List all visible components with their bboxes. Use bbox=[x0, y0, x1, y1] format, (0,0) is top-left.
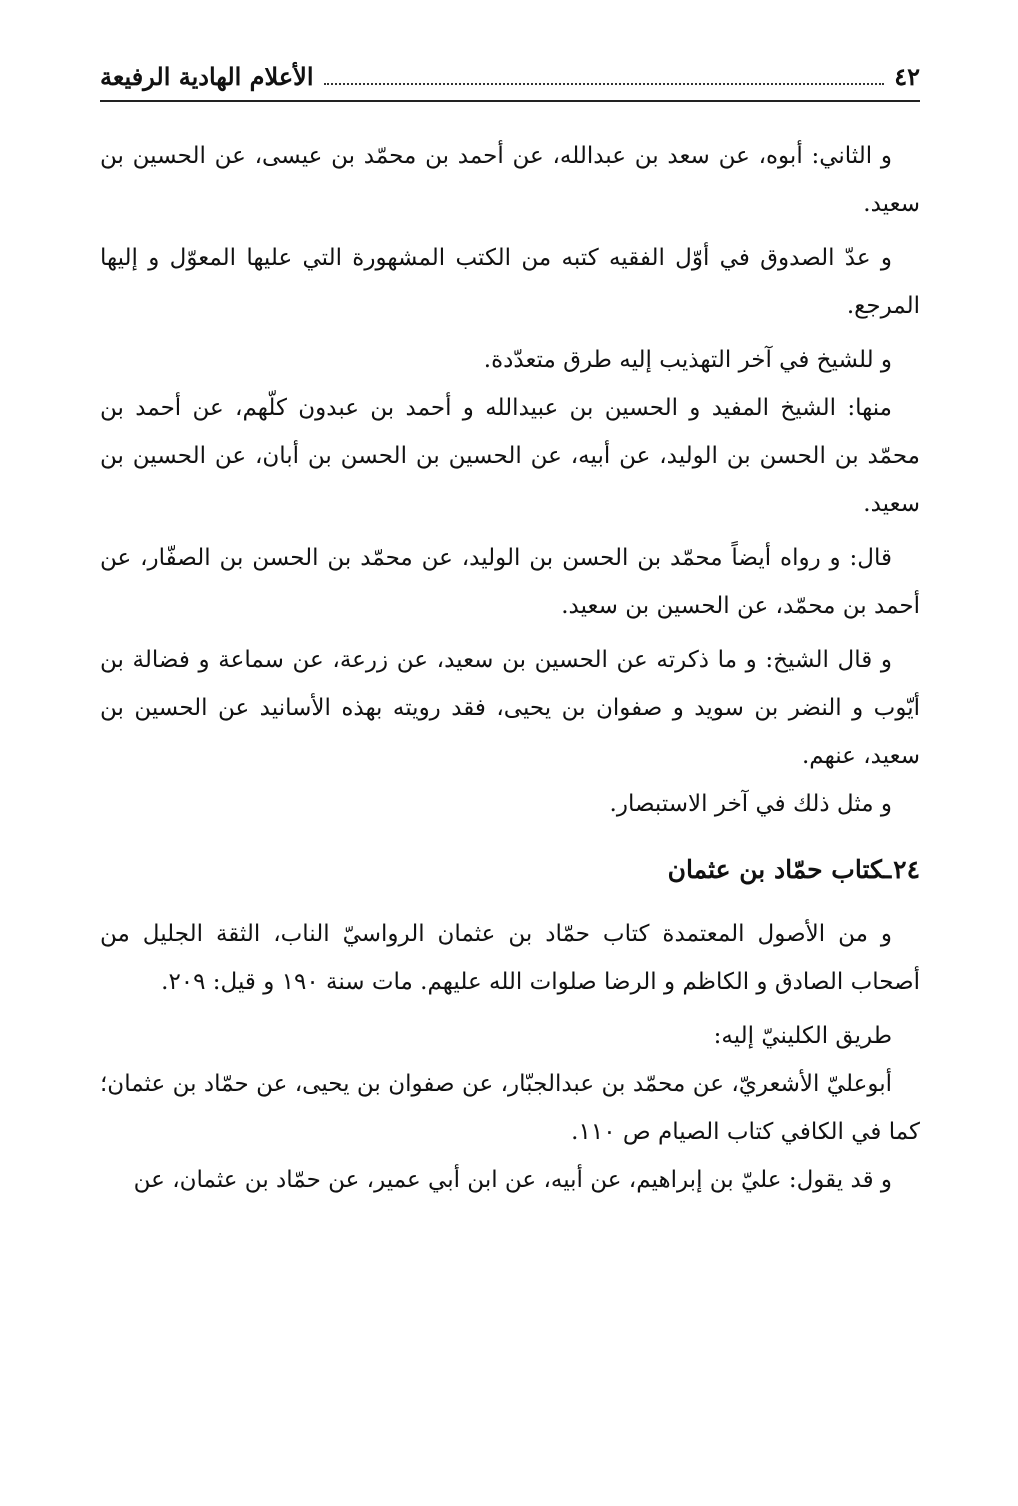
section-title: كتاب حمّاد بن عثمان bbox=[667, 855, 884, 884]
paragraph: طريق الكلينيّ إليه: bbox=[713, 1023, 892, 1049]
header-rule bbox=[100, 100, 920, 102]
section-heading bbox=[100, 846, 920, 894]
paragraph: و للشيخ في آخر التهذيب إليه طرق متعدّدة. bbox=[483, 347, 892, 373]
paragraph: قال: و رواه أيضاً محمّد بن الحسن بن الوليد، عن محمّد بن الحسن بن الصفّار، عن أحمد بن محمّد، عن الحسين بن سعيد. bbox=[100, 545, 920, 619]
paragraph: و مثل ذلك في آخر الاستبصار. bbox=[609, 791, 892, 817]
body-text bbox=[100, 132, 920, 1204]
paragraph: و عدّ الصدوق في أوّل الفقيه كتبه من الكتب المشهورة التي عليها المعوّل و إليها المرجع. bbox=[100, 245, 920, 319]
paragraph: و الثاني: أبوه، عن سعد بن عبدالله، عن أحمد بن محمّد بن عيسى، عن الحسين بن سعيد. bbox=[100, 143, 920, 217]
book-page bbox=[100, 0, 920, 1506]
running-title: الأعلام الهادية الرفيعة bbox=[100, 62, 314, 91]
paragraph: منها: الشيخ المفيد و الحسين بن عبيدالله و أحمد بن عبدون كلّهم، عن أحمد بن محمّد بن الحسن بن الوليد، عن أبيه، عن الحسين بن الحسن بن أبان، عن الحسين بن سعيد. bbox=[100, 395, 920, 517]
running-header bbox=[100, 52, 920, 92]
section-separator: ـ bbox=[883, 855, 892, 884]
paragraph: و قد يقول: عليّ بن إبراهيم، عن أبيه، عن ابن أبي عمير، عن حمّاد بن عثمان، عن bbox=[133, 1167, 892, 1193]
dotted-leader bbox=[324, 83, 885, 85]
page-number: ٤٢ bbox=[894, 62, 920, 91]
paragraph: و من الأصول المعتمدة كتاب حمّاد بن عثمان الرواسيّ الناب، الثقة الجليل من أصحاب الصادق و الكاظم و الرضا صلوات الله عليهم. مات سنة ١٩٠ و قيل: ٢٠٩. bbox=[100, 921, 920, 995]
section-number: ٢٤ bbox=[893, 855, 920, 884]
paragraph: و قال الشيخ: و ما ذكرته عن الحسين بن سعيد، عن زرعة، عن سماعة و فضالة بن أيّوب و النضر بن سويد و صفوان بن يحيى، فقد رويته بهذه الأسانيد عن الحسين بن سعيد، عنهم. bbox=[100, 647, 920, 769]
paragraph: أبوعليّ الأشعريّ، عن محمّد بن عبدالجبّار، عن صفوان بن يحيى، عن حمّاد بن عثمان؛ كما في الكافي كتاب الصيام ص ١١٠. bbox=[100, 1071, 920, 1145]
